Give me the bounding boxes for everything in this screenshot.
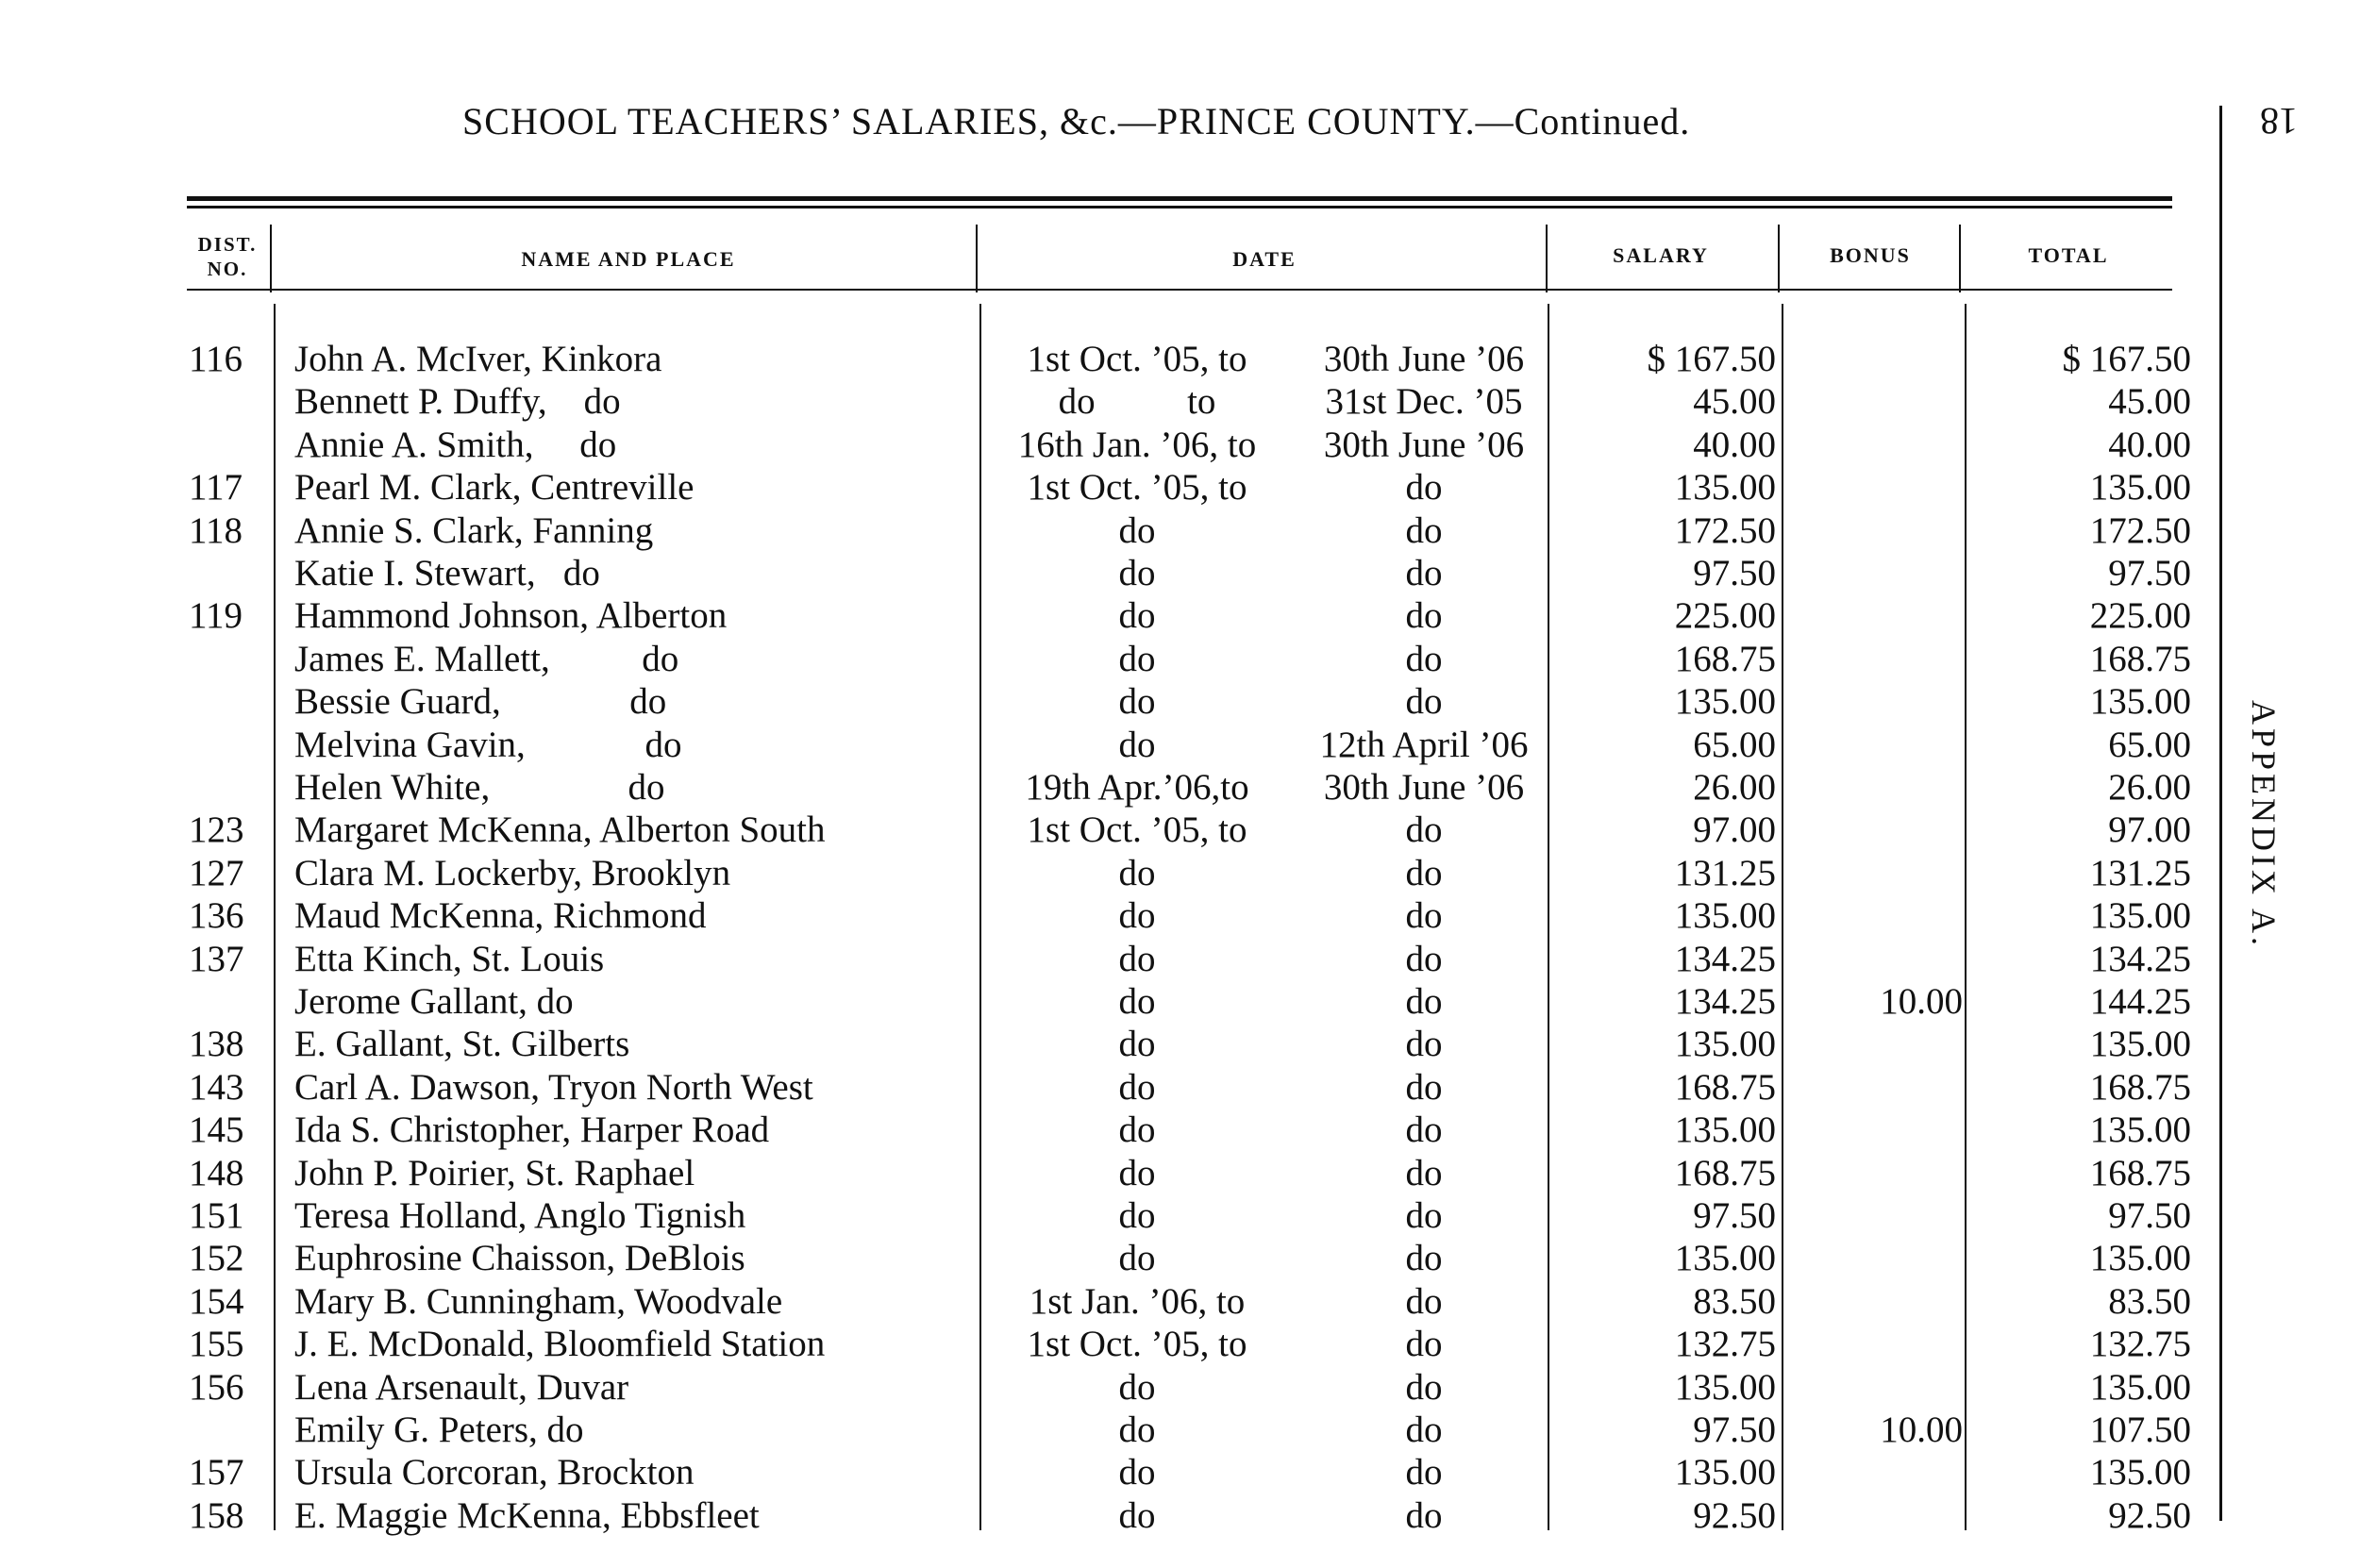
- table-row: [0, 809, 2265, 851]
- table-row: [0, 1494, 2265, 1537]
- cell-total: 135.00: [2089, 467, 2191, 509]
- cell-salary: 40.00: [1693, 424, 1776, 465]
- cell-date-from: do: [1118, 1410, 1156, 1450]
- cell-dist-number: 123: [189, 809, 244, 851]
- cell-name-and-place: Melvina Gavin, do: [294, 724, 682, 765]
- cell-date-from: do: [1118, 595, 1156, 637]
- cell-date-from: do: [1118, 895, 1156, 937]
- cell-name-and-place: Bennett P. Duffy, do: [294, 381, 621, 423]
- cell-dist-number: 148: [189, 1152, 244, 1193]
- cell-name-and-place: John A. McIver, Kinkora: [294, 339, 662, 379]
- cell-salary: 168.75: [1674, 1152, 1776, 1193]
- cell-date-to: do: [1405, 553, 1443, 593]
- cell-name-and-place: Euphrosine Chaisson, DeBlois: [294, 1238, 745, 1279]
- header-rule-second: [187, 206, 2172, 209]
- table-row: [0, 766, 2265, 809]
- cell-name-and-place: Annie A. Smith, do: [294, 424, 617, 465]
- cell-date-from: 1st Oct. ’05, to: [1027, 809, 1247, 851]
- cell-date-to: do: [1405, 1366, 1443, 1408]
- cell-date-to: do: [1405, 1238, 1443, 1279]
- cell-salary: 65.00: [1693, 724, 1776, 765]
- cell-name-and-place: Lena Arsenault, Duvar: [294, 1366, 629, 1408]
- table-row: [0, 338, 2265, 380]
- cell-name-and-place: James E. Mallett, do: [294, 638, 679, 679]
- cell-date-from: do: [1118, 638, 1156, 679]
- header-rule-bottom: [187, 289, 2172, 291]
- cell-date-from: do: [1118, 1452, 1156, 1493]
- cell-salary: 135.00: [1674, 1366, 1776, 1408]
- cell-dist-number: 117: [189, 467, 243, 509]
- cell-total: 107.50: [2089, 1410, 2191, 1450]
- cell-dist-number: 154: [189, 1280, 244, 1322]
- cell-date-from: do: [1118, 1024, 1156, 1065]
- cell-total: 65.00: [2108, 724, 2191, 765]
- cell-date-from: do: [1118, 938, 1156, 979]
- cell-salary: 97.50: [1693, 1195, 1776, 1236]
- cell-salary: 97.00: [1693, 809, 1776, 851]
- cell-date-to: do: [1405, 1452, 1443, 1493]
- cell-date-from: do: [1118, 981, 1156, 1022]
- table-row: [0, 1409, 2265, 1451]
- column-header-total: TOTAL: [2028, 243, 2109, 267]
- cell-date-from: do: [1118, 1238, 1156, 1279]
- cell-name-and-place: Emily G. Peters, do: [294, 1410, 584, 1450]
- column-divider: [1546, 225, 1548, 292]
- table-row: [0, 1280, 2265, 1323]
- cell-date-to: do: [1405, 1410, 1443, 1450]
- cell-total: 172.50: [2089, 509, 2191, 551]
- cell-name-and-place: Maud McKenna, Richmond: [294, 895, 707, 937]
- cell-date-from: 1st Oct. ’05, to: [1027, 1324, 1247, 1365]
- cell-date-to: do: [1405, 1024, 1443, 1065]
- table-row: [0, 424, 2265, 466]
- cell-date-from: do: [1118, 1066, 1156, 1108]
- column-header-date: DATE: [1232, 247, 1297, 271]
- cell-dist-number: 155: [189, 1324, 244, 1365]
- cell-salary: 132.75: [1674, 1324, 1776, 1365]
- cell-total: 97.50: [2108, 1195, 2191, 1236]
- appendix-label: APPENDIX A.: [2245, 700, 2283, 950]
- cell-date-from: do: [1118, 1366, 1156, 1408]
- cell-total: 135.00: [2089, 1366, 2191, 1408]
- cell-salary: 135.00: [1674, 1024, 1776, 1065]
- cell-name-and-place: E. Gallant, St. Gilberts: [294, 1024, 630, 1065]
- cell-dist-number: 118: [189, 509, 243, 551]
- cell-name-and-place: E. Maggie McKenna, Ebbsfleet: [294, 1494, 760, 1536]
- cell-total: 168.75: [2089, 1066, 2191, 1108]
- cell-date-to: do: [1405, 467, 1443, 509]
- cell-total: 97.00: [2108, 809, 2191, 851]
- cell-dist-number: 119: [189, 595, 243, 637]
- cell-total: 144.25: [2089, 981, 2191, 1022]
- cell-date-to: 30th June ’06: [1323, 424, 1525, 465]
- cell-date-to: do: [1405, 595, 1443, 637]
- cell-date-from: do: [1118, 1109, 1156, 1151]
- cell-dist-number: 157: [189, 1452, 244, 1493]
- cell-total: 132.75: [2089, 1324, 2191, 1365]
- cell-bonus: 10.00: [1880, 1410, 1963, 1450]
- cell-total: 131.25: [2089, 852, 2191, 893]
- cell-date-to: do: [1405, 1280, 1443, 1322]
- cell-salary: 135.00: [1674, 1109, 1776, 1151]
- table-row: [0, 1152, 2265, 1194]
- cell-dist-number: 138: [189, 1024, 244, 1065]
- cell-total: 135.00: [2089, 681, 2191, 723]
- cell-total: 225.00: [2089, 595, 2191, 637]
- cell-name-and-place: Helen White, do: [294, 767, 665, 808]
- table-row: [0, 724, 2265, 766]
- table-row: [0, 980, 2265, 1023]
- cell-name-and-place: Ursula Corcoran, Brockton: [294, 1452, 695, 1493]
- cell-dist-number: 137: [189, 938, 244, 979]
- column-divider: [270, 225, 272, 292]
- cell-salary: 172.50: [1674, 509, 1776, 551]
- cell-date-to: do: [1405, 1195, 1443, 1236]
- cell-dist-number: 136: [189, 895, 244, 937]
- table-row: [0, 380, 2265, 423]
- cell-date-from: do: [1118, 681, 1156, 723]
- cell-date-from: do: [1118, 553, 1156, 593]
- cell-date-to: do: [1405, 852, 1443, 893]
- cell-total: 83.50: [2108, 1280, 2191, 1322]
- column-header-dist-no: DIST. NO.: [197, 233, 258, 280]
- cell-dist-number: 116: [189, 339, 243, 379]
- cell-salary: 97.50: [1693, 553, 1776, 593]
- cell-date-from: 16th Jan. ’06, to: [1017, 424, 1257, 465]
- cell-date-to: do: [1405, 1109, 1443, 1151]
- cell-name-and-place: Teresa Holland, Anglo Tignish: [294, 1195, 746, 1236]
- cell-dist-number: 127: [189, 852, 244, 893]
- cell-date-to: 30th June ’06: [1323, 339, 1525, 379]
- cell-name-and-place: Etta Kinch, St. Louis: [294, 938, 605, 979]
- cell-name-and-place: Ida S. Christopher, Harper Road: [294, 1109, 770, 1151]
- cell-date-from: 1st Jan. ’06, to: [1029, 1280, 1246, 1322]
- cell-salary: 135.00: [1674, 895, 1776, 937]
- table-row: [0, 1023, 2265, 1065]
- column-divider: [1959, 225, 1961, 292]
- cell-name-and-place: J. E. McDonald, Bloomfield Station: [294, 1324, 826, 1365]
- cell-dist-number: 143: [189, 1066, 244, 1108]
- table-row: [0, 552, 2265, 594]
- cell-salary: 168.75: [1674, 1066, 1776, 1108]
- column-header-salary: SALARY: [1613, 243, 1709, 267]
- table-row: [0, 852, 2265, 894]
- cell-dist-number: 145: [189, 1109, 244, 1151]
- cell-salary: 92.50: [1693, 1494, 1776, 1536]
- cell-salary: 225.00: [1674, 595, 1776, 637]
- table-row: [0, 1366, 2265, 1409]
- table-row: [0, 509, 2265, 552]
- cell-name-and-place: Margaret McKenna, Alberton South: [294, 809, 826, 851]
- cell-date-to: do: [1405, 938, 1443, 979]
- cell-name-and-place: Mary B. Cunningham, Woodvale: [294, 1280, 783, 1322]
- cell-date-from: 19th Apr.’06,to: [1025, 767, 1249, 808]
- table-row: [0, 1109, 2265, 1151]
- table-row: [0, 1237, 2265, 1279]
- cell-date-from: do: [1118, 724, 1156, 765]
- cell-name-and-place: Pearl M. Clark, Centreville: [294, 467, 695, 509]
- cell-salary: 168.75: [1674, 638, 1776, 679]
- cell-date-to: do: [1405, 895, 1443, 937]
- table-row: [0, 1323, 2265, 1365]
- column-divider: [1778, 225, 1780, 292]
- cell-date-from: do: [1118, 509, 1156, 551]
- cell-dist-number: 151: [189, 1195, 244, 1236]
- cell-date-to: do: [1405, 1494, 1443, 1536]
- cell-date-to: do: [1405, 981, 1443, 1022]
- cell-salary: 135.00: [1674, 1452, 1776, 1493]
- cell-salary: 135.00: [1674, 681, 1776, 723]
- cell-name-and-place: Clara M. Lockerby, Brooklyn: [294, 852, 731, 893]
- column-header-bonus: BONUS: [1830, 243, 1911, 267]
- cell-date-from: do to: [1058, 381, 1216, 423]
- cell-salary: 83.50: [1693, 1280, 1776, 1322]
- cell-date-to: 31st Dec. ’05: [1325, 381, 1523, 423]
- table-row: [0, 1194, 2265, 1237]
- cell-salary: 97.50: [1693, 1410, 1776, 1450]
- cell-date-to: do: [1405, 638, 1443, 679]
- cell-name-and-place: Bessie Guard, do: [294, 681, 667, 723]
- cell-date-to: do: [1405, 809, 1443, 851]
- cell-date-from: do: [1118, 1195, 1156, 1236]
- cell-name-and-place: Carl A. Dawson, Tryon North West: [294, 1066, 813, 1108]
- cell-total: 168.75: [2089, 638, 2191, 679]
- page-number: 18: [2260, 100, 2298, 142]
- cell-total: 135.00: [2089, 1238, 2191, 1279]
- cell-date-to: do: [1405, 1066, 1443, 1108]
- cell-date-from: do: [1118, 1494, 1156, 1536]
- cell-date-to: 12th April ’06: [1319, 724, 1529, 765]
- table-row: [0, 1451, 2265, 1493]
- cell-total: 45.00: [2108, 381, 2191, 423]
- cell-date-to: do: [1405, 681, 1443, 723]
- column-divider: [976, 225, 978, 292]
- cell-date-to: do: [1405, 1324, 1443, 1365]
- cell-dist-number: 158: [189, 1494, 244, 1536]
- cell-date-from: do: [1118, 1152, 1156, 1193]
- cell-total: 135.00: [2089, 1109, 2191, 1151]
- cell-date-to: do: [1405, 1152, 1443, 1193]
- cell-salary: 134.25: [1674, 938, 1776, 979]
- cell-name-and-place: Annie S. Clark, Fanning: [294, 509, 654, 551]
- cell-total: 135.00: [2089, 1452, 2191, 1493]
- table-row: [0, 1066, 2265, 1109]
- page-title: SCHOOL TEACHERS’ SALARIES, &c.—PRINCE COUNTY.—Continued.: [462, 100, 1691, 142]
- table-row: [0, 638, 2265, 680]
- cell-total: 134.25: [2089, 938, 2191, 979]
- cell-salary: 131.25: [1674, 852, 1776, 893]
- table-row: [0, 466, 2265, 509]
- cell-total: 97.50: [2108, 553, 2191, 593]
- cell-salary: 135.00: [1674, 1238, 1776, 1279]
- table-row: [0, 594, 2265, 637]
- cell-dist-number: 156: [189, 1366, 244, 1408]
- cell-date-from: 1st Oct. ’05, to: [1027, 339, 1247, 379]
- cell-name-and-place: Jerome Gallant, do: [294, 981, 574, 1022]
- table-row: [0, 938, 2265, 980]
- cell-name-and-place: John P. Poirier, St. Raphael: [294, 1152, 695, 1193]
- cell-date-to: do: [1405, 509, 1443, 551]
- cell-salary: 134.25: [1674, 981, 1776, 1022]
- table-row: [0, 894, 2265, 937]
- cell-salary: 45.00: [1693, 381, 1776, 423]
- cell-total: $ 167.50: [2062, 339, 2191, 379]
- cell-date-from: do: [1118, 852, 1156, 893]
- table-row: [0, 680, 2265, 723]
- cell-dist-number: 152: [189, 1238, 244, 1279]
- cell-date-to: 30th June ’06: [1323, 767, 1525, 808]
- cell-total: 135.00: [2089, 1024, 2191, 1065]
- cell-name-and-place: Katie I. Stewart, do: [294, 553, 600, 593]
- cell-salary: 135.00: [1674, 467, 1776, 509]
- column-header-name-and-place: NAME AND PLACE: [521, 247, 736, 271]
- cell-total: 92.50: [2108, 1494, 2191, 1536]
- header-rule-top: [187, 196, 2172, 201]
- cell-total: 168.75: [2089, 1152, 2191, 1193]
- cell-total: 40.00: [2108, 424, 2191, 465]
- cell-name-and-place: Hammond Johnson, Alberton: [294, 595, 728, 637]
- cell-bonus: 10.00: [1880, 981, 1963, 1022]
- cell-total: 26.00: [2108, 767, 2191, 808]
- cell-total: 135.00: [2089, 895, 2191, 937]
- cell-salary: 26.00: [1693, 767, 1776, 808]
- cell-salary: $ 167.50: [1647, 339, 1776, 379]
- cell-date-from: 1st Oct. ’05, to: [1027, 467, 1247, 509]
